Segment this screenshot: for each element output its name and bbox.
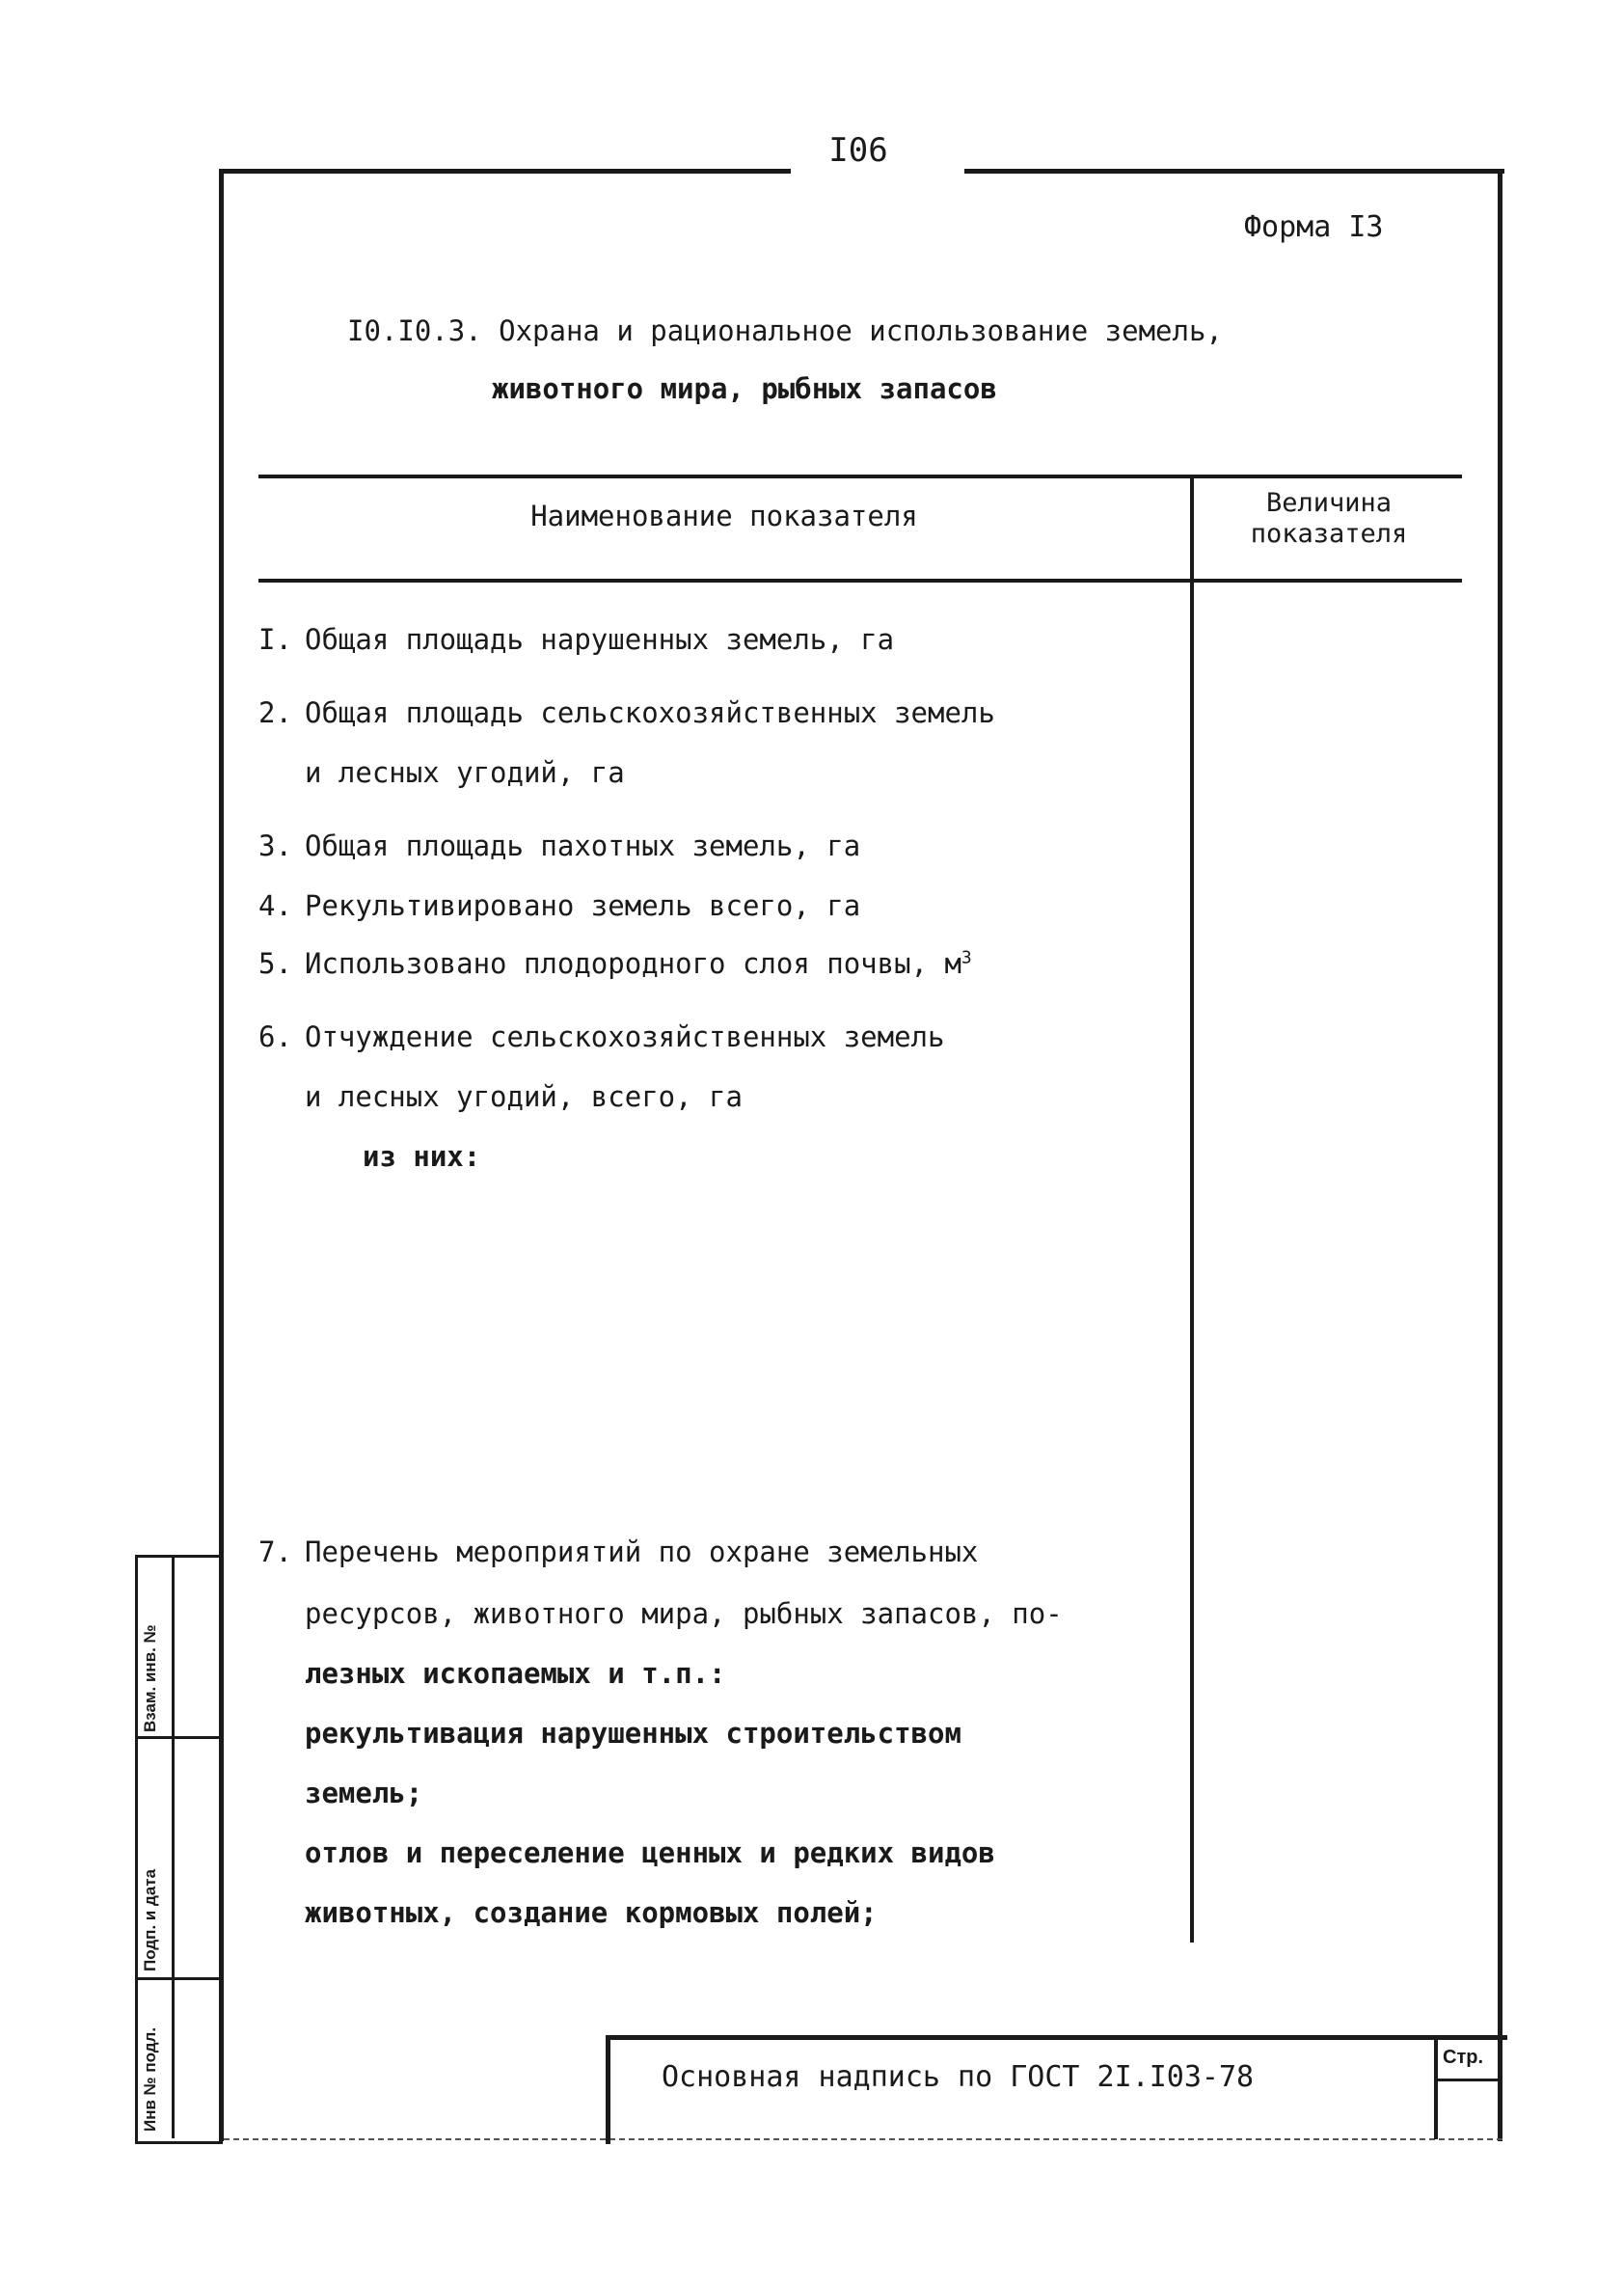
title-block-page-cell-hdivider — [1437, 2079, 1501, 2081]
table-row-4 — [258, 889, 860, 922]
title-block-page-cell-divider — [1434, 2037, 1438, 2139]
table-row-7 — [258, 1536, 978, 1568]
row-number: 3. — [258, 829, 292, 862]
table-row-2 — [258, 696, 995, 729]
column-header-value-line-1: Величина — [1265, 488, 1393, 518]
side-label-sign-date: Подп. и дата — [141, 1868, 159, 1971]
side-label-inv-original: Инв № подл. — [141, 2026, 159, 2132]
table-column-divider — [1190, 476, 1194, 1943]
column-header-name: Наименование показателя — [530, 500, 918, 532]
column-header-value-line-2: показателя — [1250, 519, 1408, 549]
side-stamp-column-divider — [172, 1555, 175, 2138]
table-rule-top — [258, 475, 1462, 478]
table-row-7-line-2: ресурсов, животного мира, рыбных запасов, по- — [305, 1597, 1063, 1630]
page-number: I06 — [828, 131, 888, 170]
row-number: 5. — [258, 947, 292, 980]
table-row-6-cont: и лесных угодий, всего, га — [305, 1080, 743, 1113]
row-number: 7. — [258, 1536, 292, 1568]
row-number: I. — [258, 623, 292, 656]
table-row-5 — [258, 947, 972, 980]
table-row-6 — [258, 1020, 944, 1053]
row-number: 4. — [258, 889, 292, 922]
table-row-7-line-5: земель; — [305, 1777, 423, 1809]
column-header-value — [1194, 488, 1464, 550]
frame-top-left — [219, 169, 791, 174]
row-number: 2. — [258, 696, 292, 729]
superscript: 3 — [961, 947, 972, 968]
section-title-line-2: животного мира, рыбных запасов — [492, 372, 997, 405]
side-stamp-row-divider — [135, 1977, 220, 1980]
table-row-7-line-4: рекультивация нарушенных строительством — [305, 1717, 961, 1750]
table-row-7-line-7: животных, создание кормовых полей; — [305, 1896, 878, 1929]
side-stamp-row-divider — [135, 1736, 220, 1739]
side-label-inv-replace: Взам. инв. № — [141, 1624, 159, 1732]
table-row-2-cont: и лесных угодий, га — [305, 756, 625, 789]
section-title-line-1: I0.I0.3. Охрана и рациональное использование земель, — [347, 314, 1223, 347]
form-label: Форма I3 — [1244, 210, 1384, 244]
table-row-7-line-3: лезных ископаемых и т.п.: — [305, 1657, 726, 1690]
row-text-line: Общая площадь пахотных земель, га — [305, 829, 861, 862]
table-row-1 — [258, 623, 894, 656]
table-row-6-sub: из них: — [363, 1140, 481, 1173]
row-text-line: Общая площадь сельскохозяйственных земель — [305, 696, 995, 729]
row-text-line: Рекультивировано земель всего, га — [305, 889, 861, 922]
frame-right — [1498, 169, 1502, 2141]
title-block-page-label: Стр. — [1443, 2047, 1484, 2068]
frame-top-right — [964, 169, 1504, 174]
table-row-3 — [258, 829, 860, 862]
row-text-line: Общая площадь нарушенных земель, га — [305, 623, 895, 656]
row-text-line: Перечень мероприятий по охране земельных — [305, 1536, 979, 1568]
row-text-line: Использовано плодородного слоя почвы, м — [305, 947, 961, 980]
table-rule-header-bottom — [258, 579, 1462, 583]
table-row-7-line-6: отлов и переселение ценных и редких видов — [305, 1836, 995, 1869]
row-text-line: Отчуждение сельскохозяйственных земель — [305, 1020, 945, 1053]
title-block-text: Основная надпись по ГОСТ 2I.I03-78 — [662, 2060, 1255, 2094]
row-number: 6. — [258, 1020, 292, 1053]
